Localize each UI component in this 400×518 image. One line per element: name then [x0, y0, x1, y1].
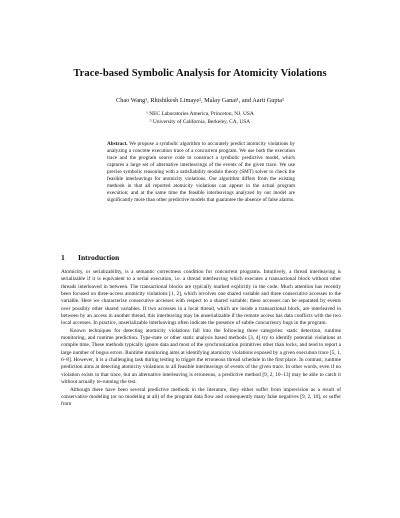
- paragraph: Although there have been several predictive methods in the literature, they either suffer from imprecision as a result of conservative modeling (or no modeling at all) of the program data flow and consequently many false negatives [9, 2, 10], or suffer from: [61, 386, 341, 408]
- affiliation-2: ² University of California, Berkeley, CA, USA: [149, 118, 251, 125]
- paper-title: Trace-based Symbolic Analysis for Atomicity Violations: [73, 68, 327, 79]
- author-list: Chao Wang¹, Rhishikesh Limaye², Malay Ganai¹, and Aarti Gupta¹: [116, 97, 284, 104]
- section-number: 1: [61, 253, 65, 262]
- affiliation-1: ¹ NEC Laboratories America, Princeton, NJ, USA: [146, 111, 254, 117]
- paragraph: Known techniques for detecting atomicity violations fall into the following three categories: static detection, runtime monitoring, and runtime prediction. Type-state or other static analysis based methods [3, 4] try to identify potential violations at compile time. These methods typically ignore data and most of the synchronization primitives other than locks, and tend to report a large number of bogus errors. Runtime monitoring aims at identifying atomicity violations exposed by a given execution trace [5, 1, 6–8]. However, it is a challenging task during testing to trigger the erroneous thread schedule in the first place. In contrast, runtime prediction aims at detecting atomicity violations in all feasible interleavings of events of the given trace. In other words, even if no violation exists in that trace, but an alternative interleaving is erroneous, a predictive method [9, 2, 10–13] may be able to catch it without actually re-running the test.: [61, 327, 341, 386]
- abstract: [107, 141, 295, 204]
- abstract-text: We propose a symbolic algorithm to accurately predict atomicity violations by analyzing a concrete execution trace of a concurrent program. We use both the execution trace and the program source code to construct a symbolic predictive model, which captures a large set of alternative interleavings of the events of the given trace. We use precise symbolic reasoning with a satisfiability modulo theory (SMT) solver to check the feasible interleavings for atomicity violations. Our algorithm differs from the existing methods in that all reported atomicity violations can appear in the actual program execution; and at the same time the feasible interleavings analyzed by our model are significantly more than other predictive models that guarantee the absence of false alarms.: [107, 141, 296, 204]
- section-heading: [61, 253, 119, 262]
- abstract-label: Abstract.: [107, 141, 128, 147]
- body-text: [61, 269, 341, 409]
- section-title: Introduction: [78, 253, 120, 262]
- affiliations: [0, 111, 400, 127]
- paragraph: Atomicity, or serializability, is a semantic correctness condition for concurrent programs. Intuitively, a thread interleaving is serializable if it is equivalent to a serial execution, i.e. a thread interleaving which executes a transactional block without other threads interleaved in between. The transactional blocks are typically marked explicitly in the code. Much attention has recently been focused on three-access atomicity violations [1, 2], which involves one shared variable and three consecutive accesses to the variable. Here we characterize consecutive accesses with respect to a shared variable; these accesses can be separated by events over possibly other shared variables. If two accesses in a local thread, which are inside a transactional block, are interleaved in between by an access in another thread, this interleaving may be unserializable if the remote access has data conflicts with the two local accesses. In practice, unserializable interleavings often indicate the presence of subtle concurrency bugs in the program.: [61, 269, 341, 327]
